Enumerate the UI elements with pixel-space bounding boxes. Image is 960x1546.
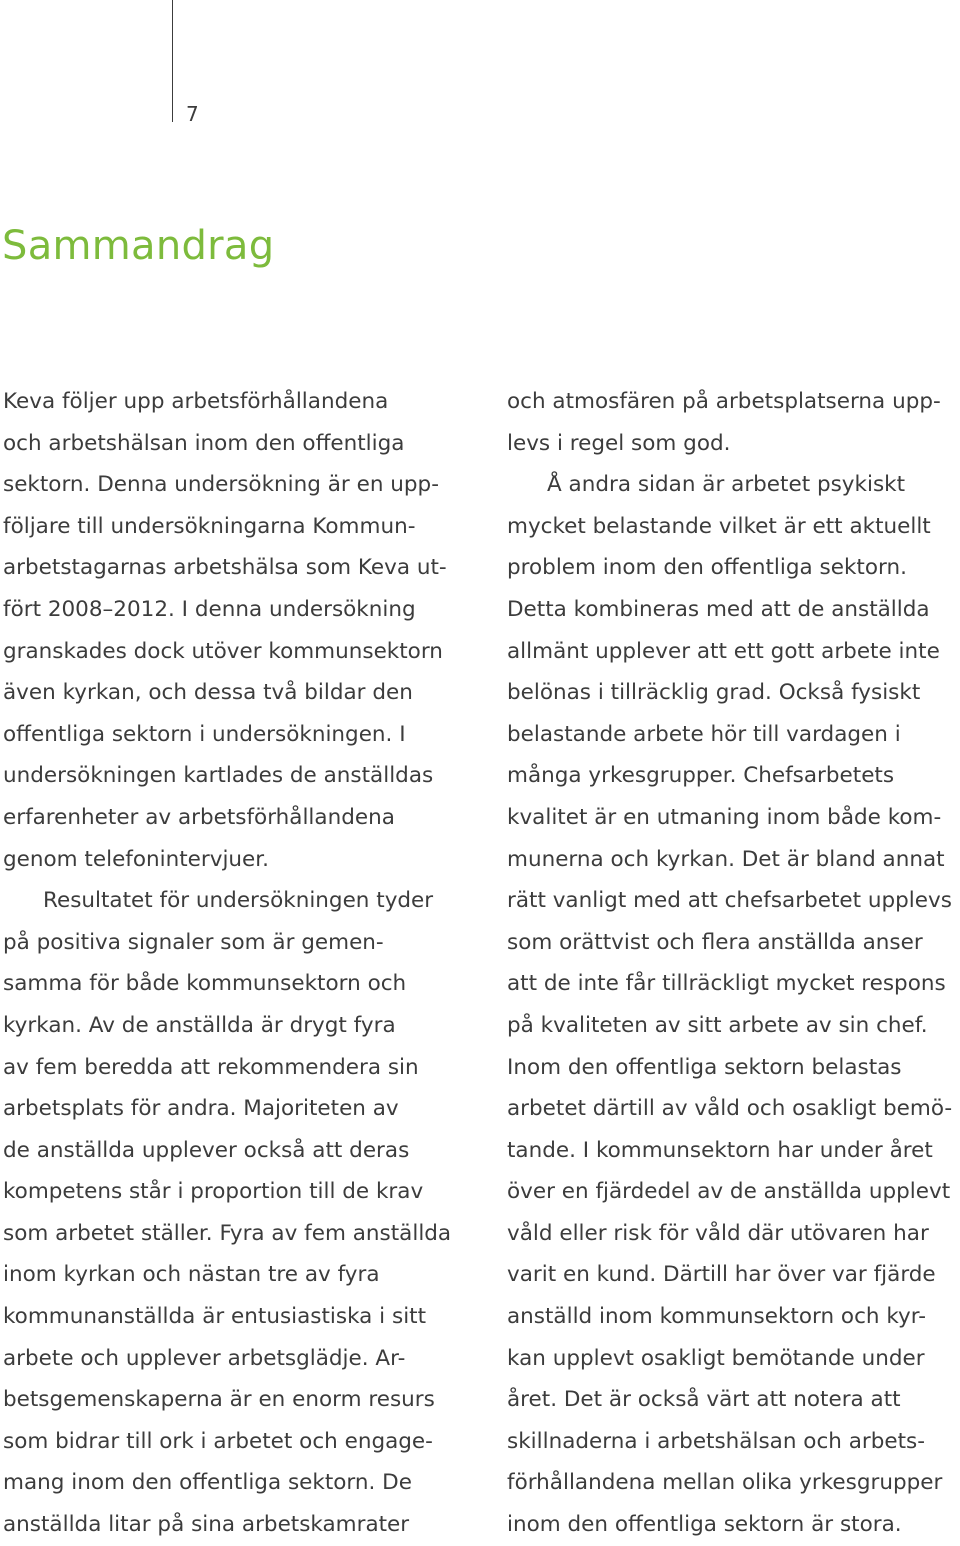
text-line: följare till undersökningarna Kommun- [3,513,416,539]
text-line: rätt vanligt med att chefsarbetet upplevs [507,888,952,914]
text-line: kommunanställda är entusiastiska i sitt [3,1304,427,1330]
text-line: granskades dock utöver kommunsektorn [3,638,443,664]
page-header-rule [172,0,173,122]
text-line: levs i regel som god. [507,430,731,456]
text-line: som arbetet ställer. Fyra av fem anställda [3,1220,452,1246]
text-line: anställd inom kommunsektorn och kyr- [507,1304,926,1330]
text-line: på positiva signaler som är gemen- [3,929,384,955]
text-line: att de inte får tillräckligt mycket respons [507,971,946,997]
text-line: även kyrkan, och dessa två bildar den [3,680,413,706]
text-line: och atmosfären på arbetsplatserna upp- [507,389,941,414]
text-line: kompetens står i proportion till de krav [3,1179,424,1205]
right-text-column [507,381,960,1546]
text-line: offentliga sektorn i undersökningen. I [3,721,406,747]
text-line: på kvaliteten av sitt arbete av sin chef. [507,1012,928,1038]
text-line: skillnaderna i arbetshälsan och arbets- [507,1428,926,1454]
text-line: varit en kund. Därtill har över var fjärde [507,1262,936,1288]
text-line: arbetet därtill av våld och osakligt bemö- [507,1096,953,1122]
text-line: arbetstagarnas arbetshälsa som Keva ut- [3,555,447,581]
text-line: arbete och upplever arbetsglädje. Ar- [3,1345,406,1371]
text-line: samma för både kommunsektorn och [3,971,407,997]
text-line: erfarenheter av arbetsförhållandena [3,804,395,830]
text-line: våld eller risk för våld där utövaren har [507,1220,929,1246]
text-line: munerna och kyrkan. Det är bland annat [507,846,945,872]
text-line: arbetsplats för andra. Majoriteten av [3,1096,399,1122]
left-text-column [3,381,473,1546]
text-line: fört 2008–2012. I denna undersökning [3,596,416,622]
text-line: som bidrar till ork i arbetet och engage- [3,1428,433,1454]
text-line: tande. I kommunsektorn har under året [507,1137,933,1163]
text-line: Detta kombineras med att de anställda [507,596,930,622]
text-line: Keva följer upp arbetsförhållandena [3,389,389,414]
text-line: inom kyrkan och nästan tre av fyra [3,1262,380,1288]
text-line: anställda litar på sina arbetskamrater [3,1512,410,1538]
text-line: de anställda upplever också att deras [3,1137,410,1163]
text-line: inom den offentliga sektorn är stora. [507,1512,902,1538]
text-line: kyrkan. Av de anställda är drygt fyra [3,1012,396,1038]
text-line: belastande arbete hör till vardagen i [507,721,901,747]
text-line: som orättvist och flera anställda anser [507,929,923,955]
text-line: Å andra sidan är arbetet psykiskt [547,472,906,498]
text-line: allmänt upplever att ett gott arbete inte [507,638,940,664]
text-line: förhållandena mellan olika yrkesgrupper [507,1470,943,1496]
text-line: belönas i tillräcklig grad. Också fysiskt [507,680,921,706]
text-line: året. Det är också värt att notera att [507,1387,901,1413]
text-line: mycket belastande vilket är ett aktuellt [507,513,931,539]
page-number: 7 [186,102,199,126]
text-line: undersökningen kartlades de anställdas [3,763,434,789]
text-line: kan upplevt osakligt bemötande under [507,1345,925,1371]
text-line: problem inom den offentliga sektorn. [507,555,907,581]
text-line: över en fjärdedel av de anställda upplevt [507,1179,951,1205]
text-line: genom telefonintervjuer. [3,846,269,872]
text-line: mang inom den offentliga sektorn. De [3,1470,412,1496]
text-line: kvalitet är en utmaning inom både kom- [507,804,942,830]
text-line: många yrkesgrupper. Chefsarbetets [507,763,895,789]
text-line: av fem beredda att rekommendera sin [3,1054,419,1080]
text-line: sektorn. Denna undersökning är en upp- [3,472,439,498]
text-line: betsgemenskaperna är en enorm resurs [3,1387,435,1413]
page-title: Sammandrag [2,223,275,269]
text-line: och arbetshälsan inom den offentliga [3,430,405,456]
text-line: Inom den offentliga sektorn belastas [507,1054,902,1080]
text-line: Resultatet för undersökningen tyder [43,888,434,914]
